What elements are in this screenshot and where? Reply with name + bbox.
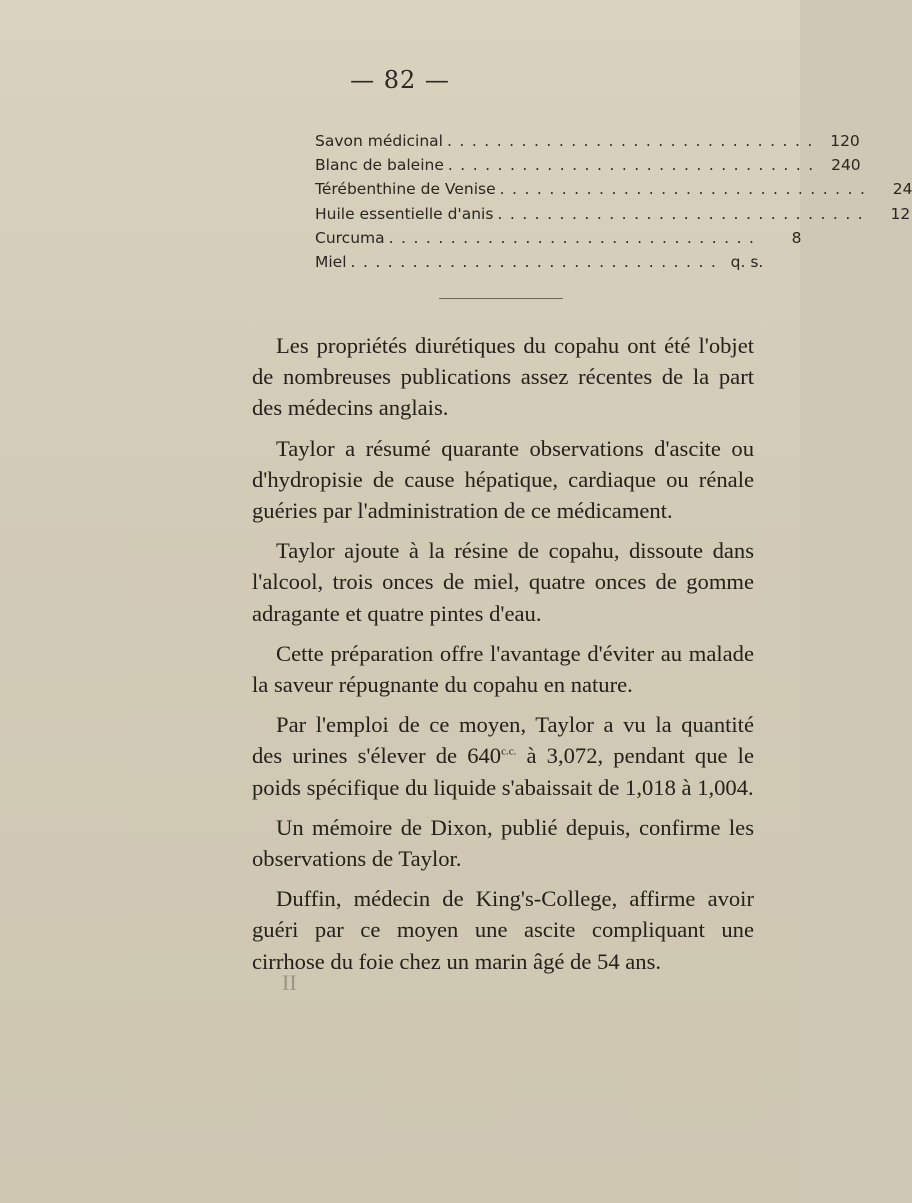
recipe-item-name: Térébenthine de Venise bbox=[315, 180, 496, 199]
leader-dots: .............................. bbox=[388, 228, 762, 247]
leader-dots: .............................. bbox=[350, 253, 724, 272]
leader-dots: .............................. bbox=[447, 156, 821, 175]
leader-dots: .............................. bbox=[446, 132, 820, 150]
recipe-item bbox=[315, 129, 860, 153]
paragraph: Duffin, médecin de King's-College, affirme avoir guéri par ce moyen une ascite compliquant une cirrhose du foie chez un marin âgé de 54 ans. bbox=[252, 886, 754, 974]
paragraph: Un mémoire de Dixon, publié depuis, confirme les observations de Taylor. bbox=[252, 814, 754, 872]
recipe-item bbox=[315, 153, 861, 177]
paragraph: Taylor ajoute à la résine de copahu, dissoute dans l'alcool, trois onces de miel, quatre onces de gomme adragante et quatre pintes d'eau. bbox=[252, 538, 754, 626]
signature-mark: II bbox=[282, 970, 297, 995]
paragraph-dosage bbox=[252, 709, 754, 803]
body-text bbox=[252, 330, 754, 986]
recipe-item-name: Blanc de baleine bbox=[315, 156, 444, 175]
leader-dots: .............................. bbox=[497, 204, 871, 223]
paragraph: Cette préparation offre l'avantage d'éviter au malade la saveur répugnante du copahu en nature. bbox=[252, 640, 754, 698]
recipe-item-name: Miel bbox=[315, 253, 347, 272]
recipe-list bbox=[315, 129, 912, 274]
page-number: — 82 — bbox=[350, 66, 450, 94]
recipe-item-name: Curcuma bbox=[315, 228, 385, 247]
dosage-unit: c.c. bbox=[501, 745, 517, 758]
paragraph: Taylor a résumé quarante observations d'ascite ou d'hydropisie de cause hépatique, cardiaque ou rénale guéries par l'administration de ce médicament. bbox=[252, 435, 754, 524]
recipe-item-qty: 24 bbox=[892, 180, 912, 199]
recipe-item-name: Savon médicinal bbox=[315, 132, 443, 150]
leader-dots: .............................. bbox=[499, 180, 873, 199]
recipe-item-qty: 12 bbox=[890, 204, 911, 223]
recipe-item-qty: 240 bbox=[831, 156, 861, 175]
paragraph: Les propriétés diurétiques du copahu ont été l'objet de nombreuses publications assez récentes de la part des médecins anglais. bbox=[252, 333, 754, 421]
recipe-item-qty: q. s. bbox=[730, 253, 764, 272]
recipe-item bbox=[315, 250, 764, 274]
recipe-item bbox=[315, 226, 802, 250]
recipe-item-qty: 120 bbox=[830, 132, 860, 150]
section-divider bbox=[439, 298, 563, 299]
dosage-text-after: à 3,072, pendant que le poids spécifique du liquide s'abaissait de 1,018 à 1,004. bbox=[252, 743, 754, 800]
dosage-text-before: Par l'emploi de ce moyen, Taylor a vu la quantité des urines s'élever de 640 bbox=[252, 712, 754, 769]
recipe-item bbox=[315, 177, 912, 201]
recipe-item bbox=[315, 202, 911, 226]
recipe-item-name: Huile essentielle d'anis bbox=[315, 204, 494, 223]
recipe-item-qty: 8 bbox=[791, 228, 802, 247]
